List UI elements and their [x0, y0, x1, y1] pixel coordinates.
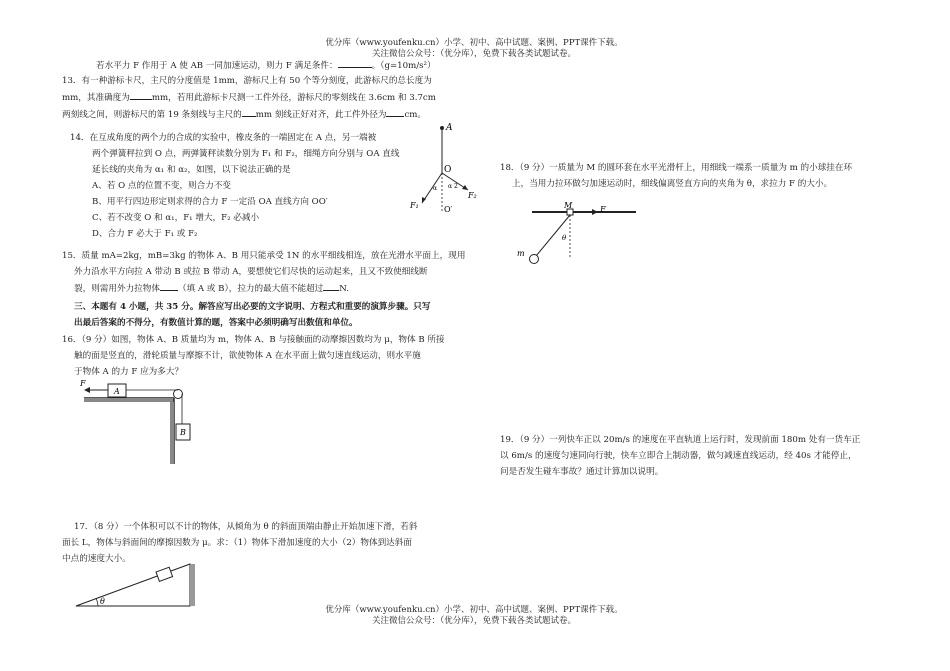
q18-ball — [530, 255, 539, 264]
q14-label-f1: F₁ — [410, 201, 419, 210]
question-13 — [62, 73, 482, 123]
q14-point-a — [440, 126, 444, 130]
q16-label-f: F — [80, 379, 86, 388]
q17-incline — [76, 564, 190, 606]
q15-blank-2[interactable] — [323, 280, 339, 291]
q14-label-a: A — [446, 123, 453, 133]
q18-ring-diagram — [512, 198, 642, 270]
q16-label-a: A — [114, 387, 120, 396]
q12-text-end: 。（g=10m/s²） — [371, 61, 436, 71]
header-line-1: 优分库（www.youfenku.cn）小学、初中、高中试题、案例、PPT课件下载。 — [325, 38, 623, 48]
q14-line-1: 14．在互成角度的两个力的合成的实验中，橡皮条的一端固定在 A 点，另一端被 — [70, 133, 377, 143]
footer-line-1: 优分库（www.youfenku.cn）小学、初中、高中试题、案例、PPT课件下载。 — [325, 605, 623, 615]
q16-pulley-diagram — [78, 378, 198, 468]
q18-label-theta: θ — [562, 234, 567, 242]
q12-text: 若水平力 F 作用于 A 使 AB 一同加速运动，则力 F 满足条件： — [96, 61, 338, 71]
q17-incline-wall-hatch — [190, 564, 195, 606]
q16-side-hatch — [170, 402, 174, 464]
q17-line-2: 面长 L，物体与斜面间的摩擦因数为 μ。求：（1）物体下滑加速度的大小（2）物体到达斜面 — [62, 538, 412, 548]
q13-blank-3[interactable] — [242, 106, 256, 117]
footer-line-2: 关注微信公众号：（优分库），免费下载各类试题试卷。 — [371, 616, 576, 626]
q15-line-2: 外力沿水平方向拉 A 带动 B 或拉 B 带动 A，要想使它们尽快的运动起来，且又不致使细线断 — [74, 267, 428, 277]
header-line-2: 关注微信公众号：（优分库），免费下载各类试题试卷。 — [371, 49, 576, 59]
q16-line-2: 触的面是竖直的，滑轮质量与摩擦不计，欲使物体 A 在水平面上做匀速直线运动，则水平施 — [74, 351, 421, 361]
section-3-heading — [74, 299, 484, 331]
q15-line-3: 裂，则需用外力拉物体 （填 A 或 B），拉力的最大值不能超过 N. — [62, 280, 482, 297]
q17-incline-diagram — [72, 558, 202, 610]
q16-table-hatch — [84, 398, 174, 402]
q16-line-1: 16．（9 分）如图，物体 A、B 质量均为 m，物体 A、B 与接触面的动摩擦因数均为 μ，物体 B 所接 — [62, 335, 445, 345]
q12-tail — [96, 57, 436, 74]
q12-blank[interactable] — [338, 57, 372, 68]
q14-option-d[interactable]: D、合力 F 必大于 F₁ 或 F₂ — [92, 229, 198, 239]
q14-force-diagram — [400, 118, 485, 218]
q18-label-m-ball: m — [517, 249, 525, 258]
q14-option-a[interactable]: A、若 O 点的位置不变，则合力不变 — [92, 181, 232, 191]
q16-line-3: 于物体 A 的力 F 应为多大？ — [74, 367, 184, 377]
q14-label-f2: F₂ — [468, 191, 477, 200]
q18-line-1: 18．（9 分）一质量为 M 的圆环套在水平光滑杆上，用细线一端系一质量为 m 的小球挂在环 — [500, 163, 853, 173]
section-3-line-2: 出最后答案的不得分，有数值计算的题，答案中必须明确写出数值和单位。 — [74, 318, 358, 328]
q16-label-b: B — [180, 428, 186, 437]
q14-label-o-prime: O′ — [444, 205, 453, 214]
q18-line-2: 上，当用力拉环做匀加速运动时，细线偏离竖直方向的夹角为 θ，求拉力 F 的大小。 — [512, 179, 833, 189]
q14-label-alpha2: α 2 — [448, 183, 458, 190]
q18-label-f: F — [600, 205, 606, 214]
q14-line-2: 两个弹簧秤拉到 O 点，两弹簧秤读数分别为 F₁ 和 F₂，细绳方向分别与 OA 直线 — [92, 149, 400, 159]
q15-blank-1[interactable] — [160, 280, 178, 291]
q17-line-3: 中点的速度大小。 — [62, 554, 131, 564]
q17-label-theta: θ — [100, 597, 105, 606]
q14-option-b[interactable]: B、用平行四边形定则求得的合力 F 一定沿 OA 直线方向 OO′ — [92, 197, 328, 207]
q13-blank-2[interactable] — [130, 89, 152, 100]
q13-line-1: 13．有一种游标卡尺，主尺的分度值是 1mm，游标尺上有 50 个等分刻度，此游标尺的总长度为 — [62, 76, 432, 86]
q18-label-m-ring: M — [564, 201, 573, 210]
q13-line-3: 两刻线之间，则游标尺的第 19 条刻线与主尺的 mm 刻线正好对齐，此工件外径为 cm。 — [62, 106, 482, 123]
q16-pulley — [174, 390, 183, 399]
q19-line-1: 19．（9 分）一列快车正以 20m/s 的速度在平直轨道上运行时，发现前面 180m 处有一货车正 — [500, 435, 861, 445]
section-3-line-1: 三、本题有 4 小题，共 35 分。解答应写出必要的文字说明、方程式和重要的演算步骤。只写 — [74, 302, 431, 312]
page-footer — [274, 605, 674, 627]
q13-line-2: mm，其准确度为 mm，若用此游标卡尺测一工件外径，游标尺的零刻线在 3.6cm 和 3.7cm — [62, 89, 482, 106]
question-15 — [62, 248, 482, 297]
q13-blank-4[interactable] — [386, 106, 404, 117]
question-19 — [500, 432, 910, 480]
q14-line-3: 延长线的夹角为 α₁ 和 α₂，如图，以下说法正确的是 — [92, 165, 291, 175]
q14-label-o: O — [444, 165, 452, 175]
q15-line-1: 15．质量 mA=2kg，mB=3kg 的物体 A、B 用只能承受 1N 的水平细线相连，放在光滑水平面上，现用 — [62, 251, 466, 261]
question-18 — [500, 160, 910, 192]
q14-f2-arrow — [462, 185, 468, 190]
q18-force-arrow — [592, 209, 598, 215]
q17-line-1: 17．（8 分）一个体积可以不计的物体，从倾角为 θ 的斜面顶端由静止开始加速下滑，若斜 — [74, 522, 418, 532]
q19-line-3: 问是否发生碰车事故？通过计算加以说明。 — [500, 467, 664, 477]
question-16 — [62, 332, 482, 380]
q14-label-alpha1: α — [433, 185, 438, 192]
question-14 — [70, 130, 440, 242]
q19-line-2: 以 6m/s 的速度匀速同向行驶，快车立即合上制动器，做匀减速直线运动，经 40s 才能停止， — [500, 451, 857, 461]
q14-option-c[interactable]: C、若不改变 O 和 α₁，F₁ 增大，F₂ 必减小 — [92, 213, 260, 223]
